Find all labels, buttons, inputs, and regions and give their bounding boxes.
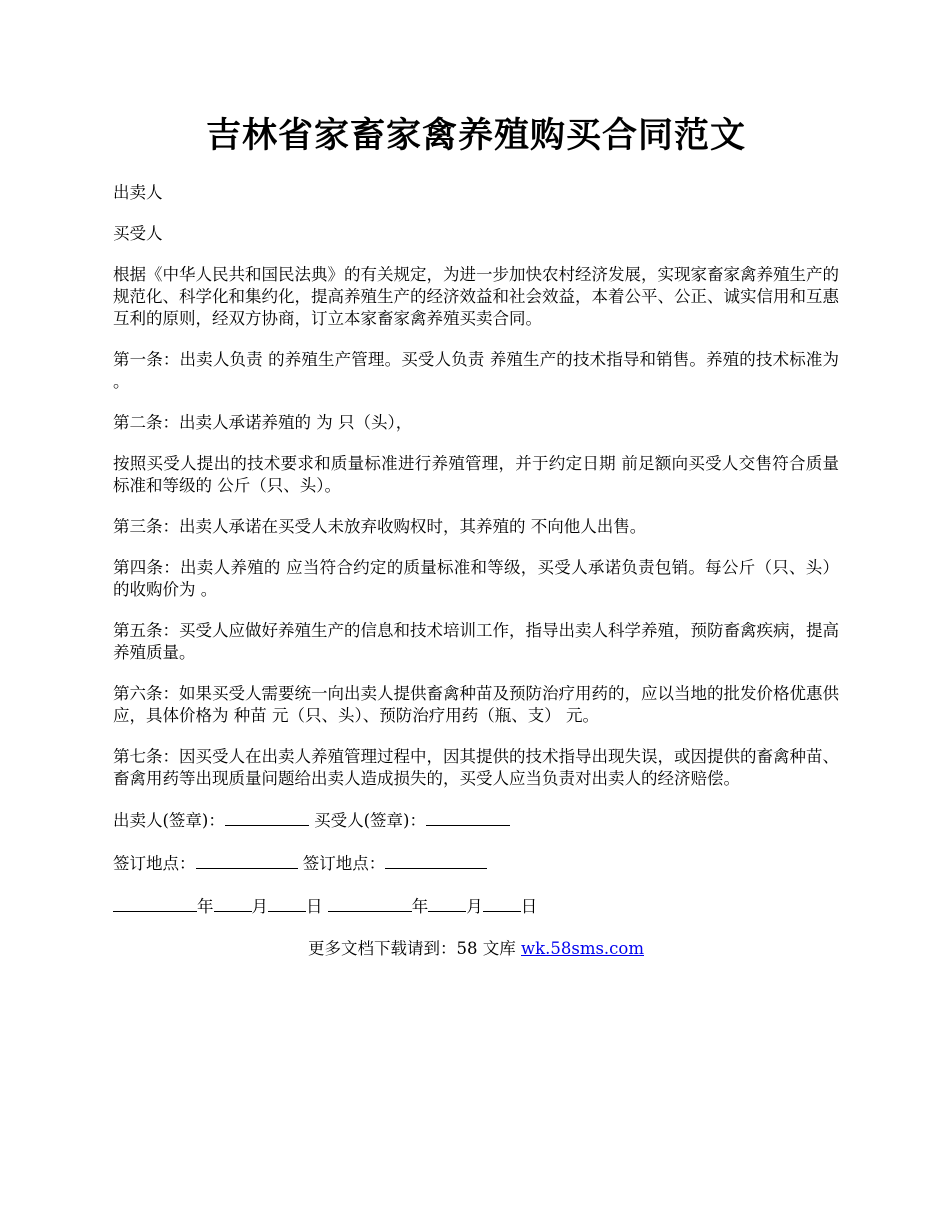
place-blank-2 — [385, 852, 487, 869]
place-label-2: 签订地点： — [302, 854, 386, 873]
place-line — [113, 852, 839, 875]
day-label-2: 日 — [520, 897, 538, 916]
year-blank-1 — [113, 895, 197, 912]
month-blank-2 — [428, 895, 466, 912]
seller-label: 出卖人 — [113, 183, 163, 202]
place-label-1: 签订地点： — [113, 854, 196, 873]
buyer-sign-blank — [426, 809, 510, 826]
month-label-2: 月 — [466, 897, 483, 916]
article-2-continued: 按照买受人提出的技术要求和质量标准进行养殖管理，并于约定日期 前足额向买受人交售符合质量标准和等级的 公斤（只、头）。 — [113, 454, 839, 495]
article-7: 第七条：因买受人在出卖人养殖管理过程中，因其提供的技术指导出现失误，或因提供的畜禽种苗、畜禽用药等出现质量问题给出卖人造成损失的，买受人应当负责对出卖人的经济赔偿。 — [113, 747, 839, 788]
date-line — [113, 895, 839, 918]
year-label-1: 年 — [197, 897, 214, 916]
year-label-2: 年 — [411, 897, 429, 916]
document-title: 吉林省家畜家禽养殖购买合同范文 — [205, 116, 746, 156]
signature-line — [113, 809, 839, 832]
month-blank-1 — [214, 895, 252, 912]
seller-sign-blank — [225, 809, 309, 826]
article-4: 第四条：出卖人养殖的 应当符合约定的质量标准和等级，买受人承诺负责包销。每公斤（只、头）的收购价为 。 — [113, 558, 839, 599]
article-2: 第二条：出卖人承诺养殖的 为 只（头）， — [113, 413, 413, 432]
day-blank-2 — [483, 895, 521, 912]
footer-link[interactable]: wk.58sms.com — [520, 939, 644, 958]
month-label-1: 月 — [251, 897, 268, 916]
place-blank-1 — [196, 852, 298, 869]
buyer-sign-label: 买受人(签章)： — [314, 811, 426, 830]
article-3: 第三条：出卖人承诺在买受人未放弃收购权时，其养殖的 不向他人出售。 — [113, 517, 647, 536]
buyer-label: 买受人 — [113, 224, 163, 243]
footer — [113, 938, 839, 960]
document-page — [113, 110, 839, 960]
footer-text: 更多文档下载请到：58 文库 — [307, 939, 521, 958]
article-6: 第六条：如果买受人需要统一向出卖人提供畜禽种苗及预防治疗用药的，应以当地的批发价格优惠供应，具体价格为 种苗 元（只、头）、预防治疗用药（瓶、支） 元。 — [113, 684, 839, 725]
seller-sign-label: 出卖人(签章)： — [113, 811, 225, 830]
article-5: 第五条：买受人应做好养殖生产的信息和技术培训工作，指导出卖人科学养殖，预防畜禽疾病，提高养殖质量。 — [113, 621, 839, 662]
year-blank-2 — [328, 895, 412, 912]
day-label-1: 日 — [306, 897, 323, 916]
intro-paragraph: 根据《中华人民共和国民法典》的有关规定，为进一步加快农村经济发展，实现家畜家禽养殖生产的规范化、科学化和集约化，提高养殖生产的经济效益和社会效益，本着公平、公正、诚实信用和互惠互利的原则，经双方协商，订立本家畜家禽养殖买卖合同。 — [113, 265, 839, 328]
article-1: 第一条：出卖人负责 的养殖生产管理。买受人负责 养殖生产的技术指导和销售。养殖的技术标准为 。 — [113, 350, 839, 391]
day-blank-1 — [268, 895, 306, 912]
